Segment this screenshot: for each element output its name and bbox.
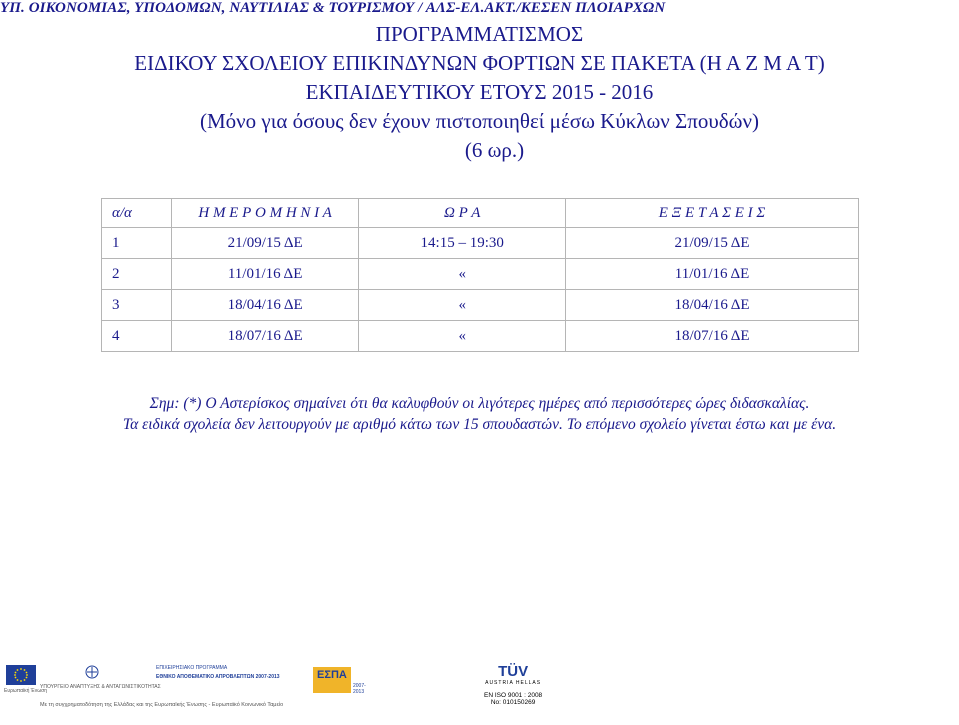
- tuv-sub: AUSTRIA HELLAS: [485, 680, 542, 686]
- row-day: 11/01/16 ΔΕ: [171, 259, 359, 290]
- table-row: [102, 290, 859, 321]
- row-time: «: [359, 321, 566, 352]
- row-index: 3: [102, 290, 172, 321]
- title-year: ΕΚΠΑΙΔΕΥΤΙΚΟΥ ΕΤΟΥΣ 2015 - 2016: [305, 80, 654, 104]
- espa-years: 2007-2013: [353, 683, 366, 695]
- program-caption-2: ΕΘΝΙΚΟ ΑΠΟΘΕΜΑΤΙΚΟ ΑΠΡΟΒΛΕΠΤΩΝ 2007-2013: [156, 674, 280, 680]
- table-row: [102, 259, 859, 290]
- ministry-header: ΥΠ. ΟΙΚΟΝΟΜΙΑΣ, ΥΠΟΔΟΜΩΝ, ΝΑΥΤΙΛΙΑΣ & ΤΟΥΡΙΣΜΟΥ / ΑΛΣ-ΕΛ.ΑΚΤ./ΚΕΣΕΝ ΠΛΟΙΑΡΧΩΝ: [0, 0, 666, 16]
- notes: [0, 393, 959, 435]
- table-header-row: [102, 199, 859, 228]
- iso-standard: EN ISO 9001 : 2008: [484, 692, 543, 699]
- row-index: 1: [102, 228, 172, 259]
- espa-logo: [313, 667, 366, 695]
- row-index: 2: [102, 259, 172, 290]
- espa-logo-icon: [313, 667, 351, 693]
- row-day: 21/09/15 ΔΕ: [171, 228, 359, 259]
- title-programming: ΠΡΟΓΡΑΜΜΑΤΙΣΜΟΣ: [375, 22, 584, 46]
- title-hours: (6 ωρ.): [464, 138, 525, 162]
- title-eligibility: (Μόνο για όσους δεν έχουν πιστοποιηθεί μέσω Κύκλων Σπουδών): [200, 109, 759, 133]
- cert-number: No: 010150269: [490, 699, 536, 706]
- row-time: «: [359, 259, 566, 290]
- row-time: 14:15 – 19:30: [359, 228, 566, 259]
- header-index: α/α: [102, 199, 172, 228]
- table-row: [102, 228, 859, 259]
- eu-flag-icon: [6, 665, 36, 685]
- tuv-logo: [484, 664, 542, 706]
- ministry-emblem-icon: [85, 665, 99, 679]
- header-exams: Ε Ξ Ε Τ Α Σ Ε Ι Σ: [566, 199, 859, 228]
- table-row: [102, 321, 859, 352]
- row-exams: 11/01/16 ΔΕ: [566, 259, 859, 290]
- eu-caption: Ευρωπαϊκή Ένωση: [4, 688, 47, 694]
- row-exams: 18/04/16 ΔΕ: [566, 290, 859, 321]
- row-time: «: [359, 290, 566, 321]
- row-day: 18/07/16 ΔΕ: [171, 321, 359, 352]
- row-exams: 21/09/15 ΔΕ: [566, 228, 859, 259]
- row-exams: 18/07/16 ΔΕ: [566, 321, 859, 352]
- schedule-table: [101, 198, 859, 352]
- espa-label: ΕΣΠΑ: [317, 669, 347, 681]
- row-day: 18/04/16 ΔΕ: [171, 290, 359, 321]
- note-minimum-students: Τα ειδικά σχολεία δεν λειτουργούν με αριθμό κάτω των 15 σπουδαστών. Το επόμενο σχολείο γίνεται έστω και με ένα.: [122, 416, 837, 433]
- title-school: ΕΙΔΙΚΟΥ ΣΧΟΛΕΙΟΥ ΕΠΙΚΙΝΔΥΝΩΝ ΦΟΡΤΙΩΝ ΣΕ ΠΑΚΕΤΑ (Η Α Ζ Μ Α Τ): [134, 51, 825, 75]
- ministry-caption: ΥΠΟΥΡΓΕΙΟ ΑΝΑΠΤΥΞΗΣ & ΑΝΤΑΓΩΝΙΣΤΙΚΟΤΗΤΑΣ: [40, 684, 161, 690]
- cofunding-text: Με τη συγχρηματοδότηση της Ελλάδας και της Ευρωπαϊκής Ένωσης - Ευρωπαϊκό Κοινωνικό Ταμείο: [40, 702, 284, 708]
- program-caption-1: ΕΠΙΧΕΙΡΗΣΙΑΚΟ ΠΡΟΓΡΑΜΜΑ: [156, 665, 228, 671]
- header-day: Η Μ Ε Ρ Ο Μ Η Ν Ι Α: [171, 199, 359, 228]
- header-time: Ω Ρ Α: [359, 199, 566, 228]
- note-asterisk: Σημ: (*) Ο Αστερίσκος σημαίνει ότι θα καλυφθούν οι λιγότερες ημέρες από περισσότερες ώρες διδασκαλίας.: [149, 395, 810, 412]
- footer-logos: [0, 660, 959, 725]
- tuv-name: TÜV: [498, 663, 529, 680]
- row-index: 4: [102, 321, 172, 352]
- title-block: [0, 20, 959, 165]
